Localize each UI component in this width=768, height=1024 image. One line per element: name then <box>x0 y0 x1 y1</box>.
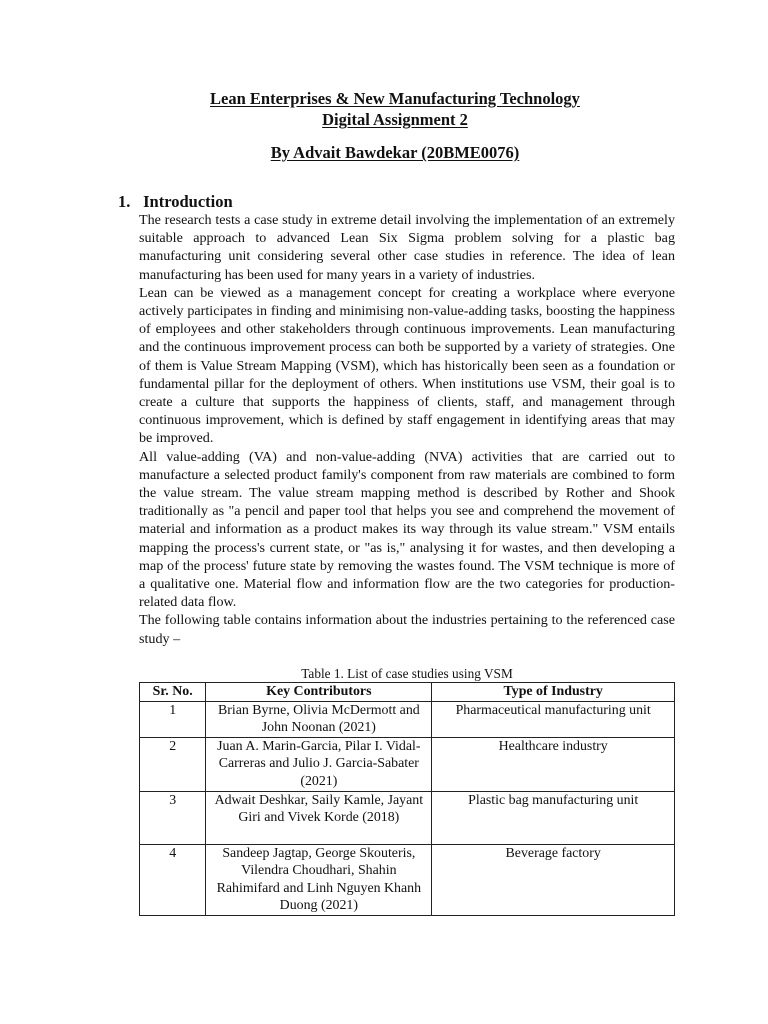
table-row <box>140 701 675 737</box>
table-row <box>140 791 675 844</box>
header-type-of-industry: Type of Industry <box>432 683 675 702</box>
table-row <box>140 844 675 915</box>
case-study-table <box>139 682 675 916</box>
document-title: Lean Enterprises & New Manufacturing Technology <box>210 89 580 108</box>
author-line: By Advait Bawdekar (20BME0076) <box>270 143 520 162</box>
cell-type-of-industry: Plastic bag manufacturing unit <box>432 791 675 844</box>
cell-key-contributors: Adwait Deshkar, Saily Kamle, Jayant Giri and Vivek Korde (2018) <box>206 791 432 844</box>
section-title: Introduction <box>143 192 233 211</box>
paragraph: The research tests a case study in extreme detail involving the implementation of an extremely suitable approach to advanced Lean Six Sigma problem solving for a plastic bag manufacturing unit considering several other case studies in reference. The idea of lean manufacturing has been used for many years in a variety of industries. <box>139 212 675 283</box>
cell-type-of-industry: Beverage factory <box>432 844 675 915</box>
document-subtitle: Digital Assignment 2 <box>322 110 468 129</box>
table-caption: Table 1. List of case studies using VSM <box>301 666 513 681</box>
cell-sr-no: 3 <box>140 791 206 844</box>
table-header-row <box>140 683 675 702</box>
cell-key-contributors: Sandeep Jagtap, George Skouteris, Vilendra Choudhari, Shahin Rahimifard and Linh Nguyen Khanh Duong (2021) <box>206 844 432 915</box>
cell-sr-no: 4 <box>140 844 206 915</box>
header-key-contributors: Key Contributors <box>206 683 432 702</box>
cell-key-contributors: Brian Byrne, Olivia McDermott and John Noonan (2021) <box>206 701 432 737</box>
section-body <box>139 211 675 648</box>
section-heading <box>118 191 233 212</box>
section-number: 1. <box>118 192 131 211</box>
cell-type-of-industry: Healthcare industry <box>432 737 675 791</box>
cell-sr-no: 2 <box>140 737 206 791</box>
table-row <box>140 737 675 791</box>
cell-type-of-industry: Pharmaceutical manufacturing unit <box>432 701 675 737</box>
cell-key-contributors: Juan A. Marin-Garcia, Pilar I. Vidal-Carreras and Julio J. Garcia-Sabater (2021) <box>206 737 432 791</box>
header-sr-no: Sr. No. <box>140 683 206 702</box>
paragraph: Lean can be viewed as a management concept for creating a workplace where everyone actively participates in finding and minimising non-value-adding tasks, boosting the happiness of employees and other stakeholders through continuous improvements. Lean manufacturing and the continuous improvement process can both be supported by a variety of strategies. One of them is Value Stream Mapping (VSM), which has historically been seen as a foundation or fundamental pillar for the deployment of others. When institutions use VSM, their goal is to create a culture that supports the happiness of clients, staff, and management through continuous improvement, which is defined by staff engagement in identifying areas that may be improved. <box>139 284 675 447</box>
cell-sr-no: 1 <box>140 701 206 737</box>
paragraph: The following table contains information about the industries pertaining to the referenced case study – <box>139 612 675 647</box>
title-block <box>0 88 768 163</box>
paragraph: All value-adding (VA) and non-value-adding (NVA) activities that are carried out to manufacture a selected product family's component from raw materials are combined to form the value stream. The value stream mapping method is described by Rother and Shook traditionally as "a pencil and paper tool that helps you see and comprehend the movement of material and information as a product makes its way through its value stream." VSM entails mapping the process's current state, or "as is," analysing it for wastes, and then developing a map of the process' future state by removing the wastes found. The VSM technique is more of a qualitative one. Material flow and information flow are the two categories for production-related data flow. <box>139 448 675 611</box>
